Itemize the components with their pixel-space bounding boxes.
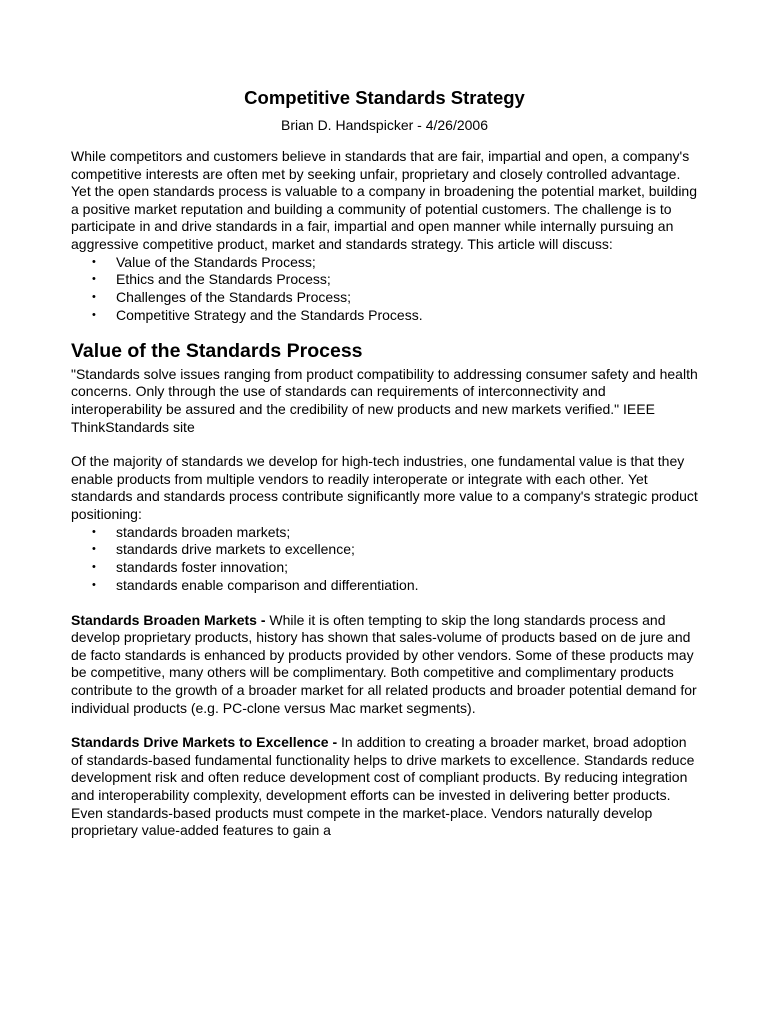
- paragraph-lead: Standards Broaden Markets -: [71, 611, 270, 628]
- bullet-icon: •: [92, 308, 96, 321]
- document-content: [71, 86, 698, 840]
- list-item: • standards drive markets to excellence;: [92, 541, 355, 558]
- list-item: • standards enable comparison and differentiation.: [92, 576, 419, 593]
- document-title: Competitive Standards Strategy: [244, 87, 525, 108]
- paragraph-lead: Standards Drive Markets to Excellence -: [71, 734, 341, 751]
- quote-paragraph: "Standards solve issues ranging from product compatibility to addressing consumer safety and health concerns. Only through the use of standards can requirements of interconnectivity and interoperability be assured and the credibility of new products and new markets verified." IEEE ThinkStandards site: [71, 365, 698, 435]
- intro-paragraph: While competitors and customers believe in standards that are fair, impartial and open, a company's competitive interests are often met by seeking unfair, proprietary and closely controlled advantage. Yet the open standards process is valuable to a company in broadening the potential market, building a positive market reputation and building a community of potential customers. The challenge is to participate in and drive standards in a fair, impartial and open manner while internally pursuing an aggressive competitive product, market and standards strategy. This article will discuss:: [71, 148, 698, 252]
- bullet-icon: •: [92, 561, 96, 574]
- list-item: • standards foster innovation;: [92, 559, 288, 576]
- author-byline: Brian D. Handspicker - 4/26/2006: [281, 117, 488, 133]
- body-paragraph: Of the majority of standards we develop for high-tech industries, one fundamental value is that they enable products from multiple vendors to readily interoperate or integrate with each other. Yet standards and standards process contribute significantly more value to a company's strategic product positioning:: [71, 453, 698, 522]
- bullet-icon: •: [92, 273, 96, 286]
- bullet-icon: •: [92, 543, 96, 556]
- broaden-markets-paragraph: [71, 612, 698, 718]
- bullet-icon: •: [92, 255, 96, 268]
- bullet-icon: •: [92, 578, 96, 591]
- list-item: • Challenges of the Standards Process;: [92, 289, 352, 306]
- topics-list: [71, 254, 698, 325]
- paragraph-text: While it is often tempting to skip the long standards process and develop proprietary products, history has shown that sales-volume of products based on de jure and de facto standards is enhanced by products provided by other vendors. Some of these products may be competitive, many others will be complimentary. Both competitive and complimentary products contribute to the growth of a broader market for all related products and broader potential demand for individual products (e.g. PC-clone versus Mac market segments).: [71, 611, 697, 716]
- paragraph-text: In addition to creating a broader market, broad adoption of standards-based fundamental functionality helps to drive markets to excellence. Standards reduce development risk and often reduce development cost of compliant products. By reducing integration and interoperability complexity, development efforts can be invested in delivering better products. Even standards-based products must compete in the market-place. Vendors naturally develop proprietary value-added features to gain a: [71, 734, 695, 839]
- bullet-icon: •: [92, 291, 96, 304]
- drive-excellence-paragraph: [71, 734, 698, 840]
- list-item: • Ethics and the Standards Process;: [92, 271, 331, 288]
- section-heading: Value of the Standards Process: [71, 339, 363, 362]
- bullet-icon: •: [92, 525, 96, 538]
- list-item: • standards broaden markets;: [92, 523, 291, 540]
- values-list: [71, 524, 698, 595]
- list-item: • Value of the Standards Process;: [92, 253, 316, 270]
- list-item: • Competitive Strategy and the Standards Process.: [92, 306, 423, 323]
